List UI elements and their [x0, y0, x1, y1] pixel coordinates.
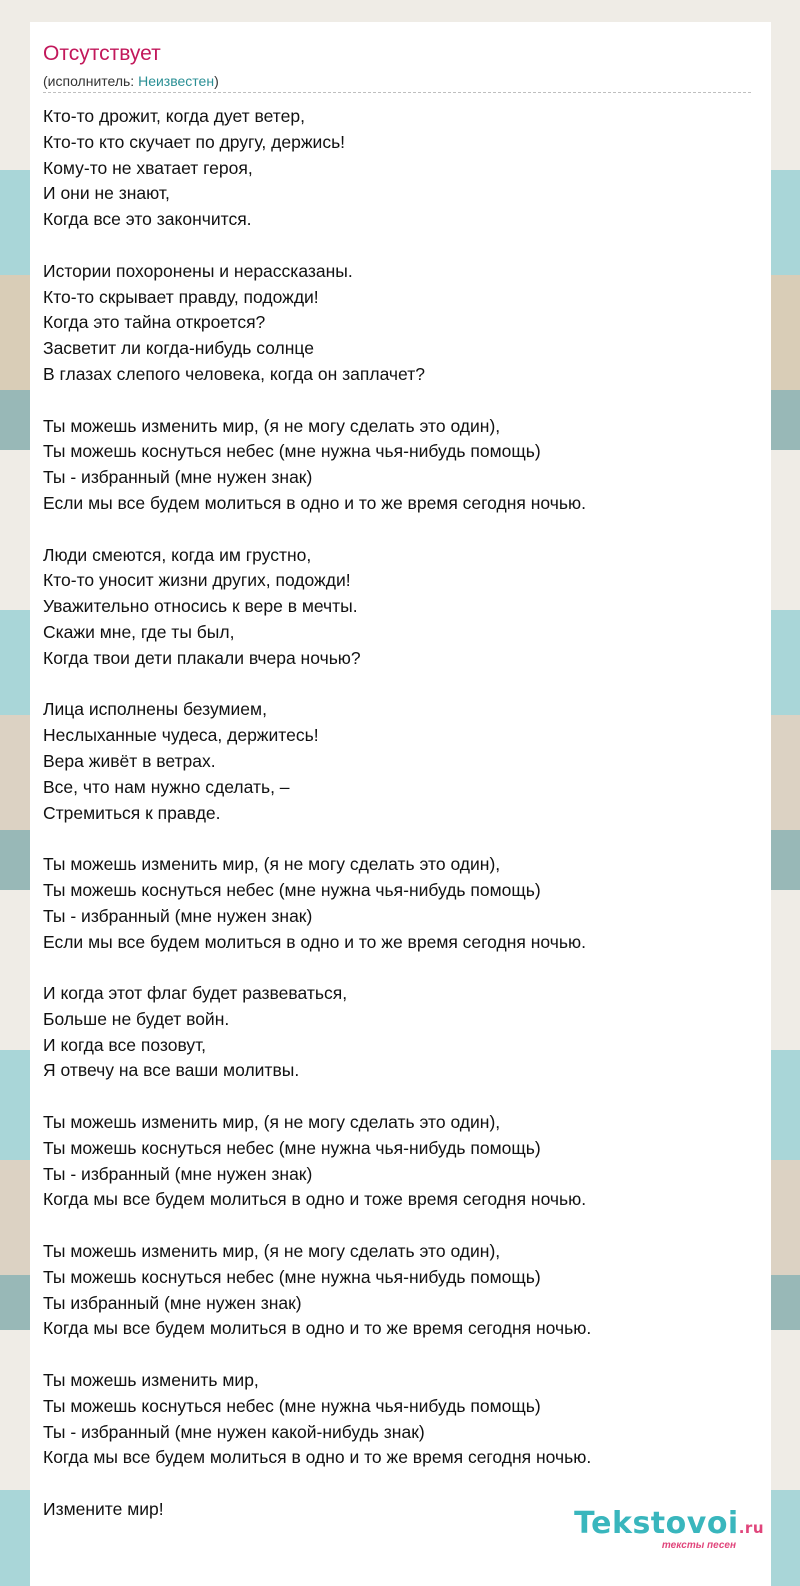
logo-tld: .ru: [738, 1519, 764, 1537]
title-divider: [43, 92, 751, 93]
lyrics-line: Когда мы все будем молиться в одно и тоже время сегодня ночью.: [43, 1189, 587, 1210]
lyrics-card: [30, 22, 771, 1586]
lyrics-stanza: [43, 852, 763, 955]
lyrics-line: Все, что нам нужно сделать, –: [43, 776, 290, 797]
lyrics-line: Ты избранный (мне нужен знак): [43, 1292, 302, 1313]
lyrics-line: Когда мы все будем молиться в одно и то же время сегодня ночью.: [43, 1318, 592, 1339]
lyrics-line: Кто-то уносит жизни других, подожди!: [43, 570, 351, 591]
lyrics-line: Засветит ли когда-нибудь солнце: [43, 338, 314, 359]
lyrics-stanza: [43, 414, 763, 517]
lyrics-line: Я отвечу на все ваши молитвы.: [43, 1060, 300, 1081]
logo-tagline: тексты песен: [661, 1540, 736, 1551]
artist-line: [43, 72, 219, 90]
lyrics-line: Когда это тайна откроется?: [43, 312, 266, 333]
lyrics-stanza: [43, 1368, 763, 1471]
lyrics-line: И когда все позовут,: [43, 1034, 207, 1055]
lyrics-line: Ты - избранный (мне нужен знак): [43, 905, 313, 926]
lyrics-line: Когда твои дети плакали вчера ночью?: [43, 647, 361, 668]
lyrics-line: Истории похоронены и нерассказаны.: [43, 260, 353, 281]
lyrics-line: Люди смеются, когда им грустно,: [43, 544, 312, 565]
lyrics-line: Стремиться к правде.: [43, 802, 221, 823]
lyrics-line: В глазах слепого человека, когда он заплачет?: [43, 363, 425, 384]
lyrics-line: Скажи мне, где ты был,: [43, 621, 235, 642]
lyrics-line: Если мы все будем молиться в одно и то же время сегодня ночью.: [43, 492, 586, 513]
lyrics-line: Ты - избранный (мне нужен какой-нибудь знак): [43, 1421, 425, 1442]
lyrics-line: Измените мир!: [43, 1499, 164, 1520]
lyrics-line: Ты - избранный (мне нужен знак): [43, 467, 313, 488]
lyrics-line: Ты можешь изменить мир, (я не могу сделать это один),: [43, 854, 501, 875]
lyrics-line: Кто-то дрожит, когда дует ветер,: [43, 106, 305, 126]
artist-suffix: ): [214, 73, 219, 89]
lyrics-line: Когда все это закончится.: [43, 209, 252, 230]
lyrics-stanza: [43, 1110, 763, 1213]
lyrics-line: Ты можешь коснуться небес (мне нужна чья-нибудь помощь): [43, 441, 541, 462]
lyrics-stanza: [43, 259, 763, 388]
lyrics-stanza: [43, 697, 763, 826]
lyrics-line: Ты - избранный (мне нужен знак): [43, 1163, 313, 1184]
song-title: Отсутствует: [43, 42, 161, 65]
lyrics-line: Когда мы все будем молиться в одно и то же время сегодня ночью.: [43, 1447, 592, 1468]
lyrics-stanza: [43, 104, 763, 233]
lyrics-line: Ты можешь коснуться небес (мне нужна чья-нибудь помощь): [43, 1137, 541, 1158]
lyrics-body: [43, 104, 763, 1549]
lyrics-line: Больше не будет войн.: [43, 1008, 230, 1029]
lyrics-line: Кому-то не хватает героя,: [43, 157, 253, 178]
lyrics-line: Если мы все будем молиться в одно и то же время сегодня ночью.: [43, 931, 586, 952]
lyrics-line: Лица исполнены безумием,: [43, 699, 267, 720]
lyrics-line: Ты можешь изменить мир, (я не могу сделать это один),: [43, 1112, 501, 1133]
lyrics-line: Ты можешь коснуться небес (мне нужна чья-нибудь помощь): [43, 879, 541, 900]
lyrics-line: Ты можешь коснуться небес (мне нужна чья-нибудь помощь): [43, 1266, 541, 1287]
artist-prefix: (исполнитель:: [43, 73, 139, 89]
lyrics-line: Вера живёт в ветрах.: [43, 750, 216, 771]
artist-link[interactable]: Неизвестен: [138, 73, 215, 89]
logo-name: Tekstovoi: [574, 1506, 739, 1541]
lyrics-line: Неслыханные чудеса, держитесь!: [43, 725, 319, 746]
lyrics-line: Ты можешь изменить мир, (я не могу сделать это один),: [43, 1241, 501, 1262]
lyrics-stanza: [43, 981, 763, 1084]
lyrics-stanza: [43, 543, 763, 672]
lyrics-line: Ты можешь изменить мир, (я не могу сделать это один),: [43, 415, 501, 436]
lyrics-line: Уважительно относись к вере в мечты.: [43, 596, 358, 617]
site-logo[interactable]: [574, 1508, 764, 1551]
lyrics-line: И они не знают,: [43, 183, 170, 204]
lyrics-line: И когда этот флаг будет развеваться,: [43, 983, 348, 1004]
lyrics-line: Кто-то кто скучает по другу, держись!: [43, 131, 346, 152]
lyrics-line: Ты можешь коснуться небес (мне нужна чья-нибудь помощь): [43, 1395, 541, 1416]
logo-wordmark: [574, 1508, 764, 1544]
lyrics-line: Кто-то скрывает правду, подожди!: [43, 286, 319, 307]
lyrics-stanza: [43, 1239, 763, 1342]
lyrics-line: Ты можешь изменить мир,: [43, 1370, 259, 1391]
